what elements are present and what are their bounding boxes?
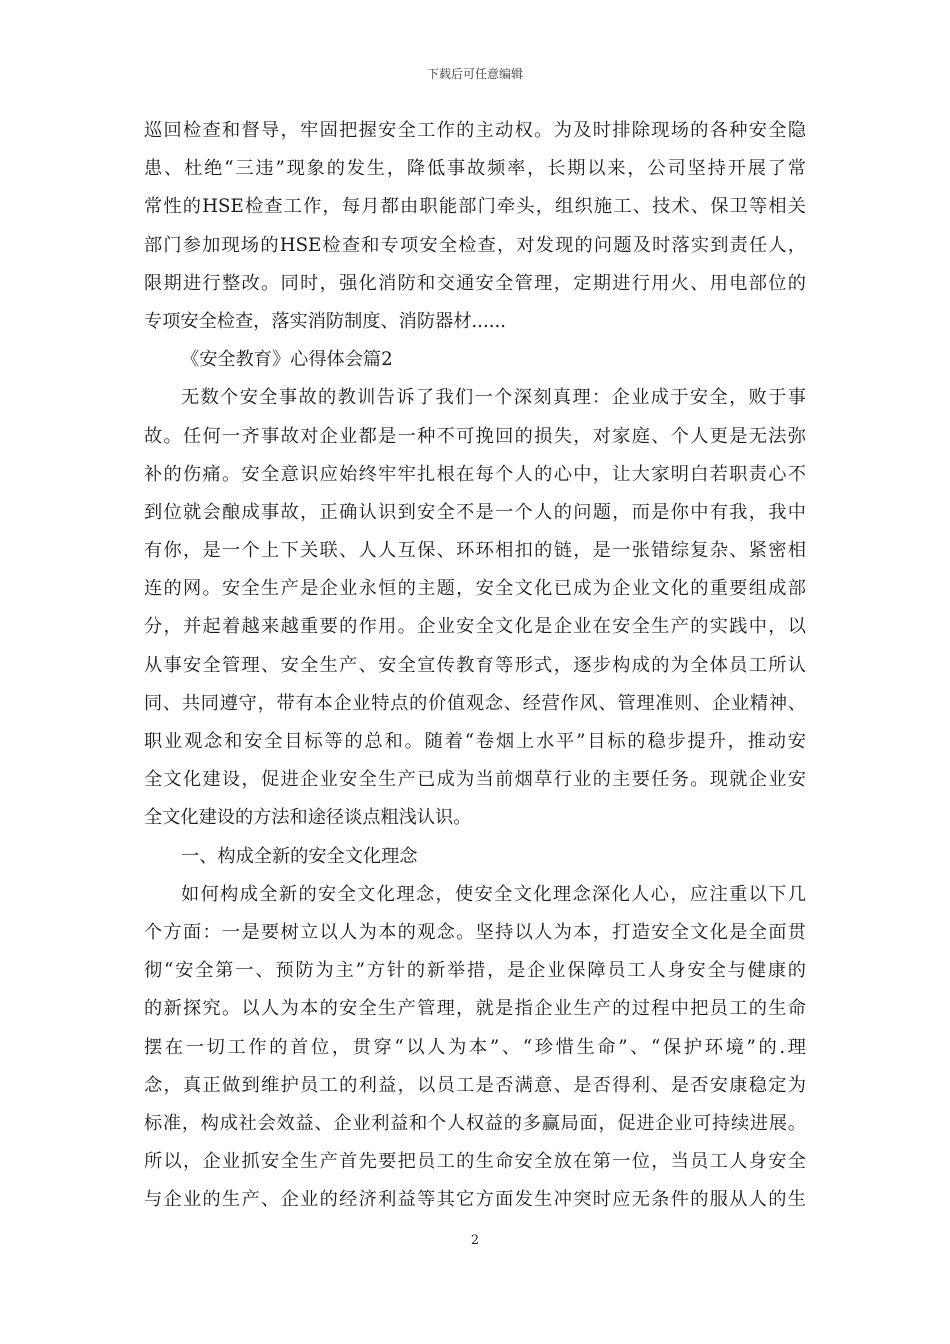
section-heading [144,341,806,379]
text-line: 与企业的生产、企业的经济利益等其它方面发生冲突时应无条件的服从人的生 [144,1189,806,1211]
header-text: 下载后可任意编辑 [426,67,523,81]
text-line: 同、共同遵守，带有本企业特点的价值观念、经营作风、管理准则、企业精神、 [144,692,806,714]
text-line: 有你，是一个上下关联、人人互保、环环相扣的链，是一张错综复杂、紧密相 [144,540,806,562]
paragraph [144,379,806,837]
text-line: 巡回检查和督导，牢固把握安全工作的主动权。为及时排除现场的各种安全隐 [144,120,806,141]
page-number-text: 2 [470,1233,480,1248]
page-number [0,1233,950,1249]
text-line: 的新探究。以人为本的安全生产管理，就是指企业生产的过程中把员工的生命 [144,998,806,1020]
document-body [144,112,806,1219]
text-line: 所以，企业抓安全生产首先要把员工的生命安全放在第一位，当员工人身安全 [144,1151,806,1173]
text-line: 标准，构成社会效益、企业利益和个人权益的多赢局面，促进企业可持续进展。 [144,1112,806,1134]
text-line: 职业观念和安全目标等的总和。随着“卷烟上水平”目标的稳步提升，推动安 [144,731,806,752]
text-line: 限期进行整改。同时，强化消防和交通安全管理，定期进行用火、用电部位的 [144,272,806,294]
paragraph-continuation [144,112,806,341]
text-line: 从事安全管理、安全生产、安全宣传教育等形式，逐步构成的为全体员工所认 [144,654,806,676]
text-line: 补的伤痛。安全意识应始终牢牢扎根在每个人的心中，让大家明白若职责心不 [144,463,806,485]
section-heading [144,838,806,876]
text-line: 全文化建设，促进企业安全生产已成为当前烟草行业的主要任务。现就企业安 [144,769,806,791]
text-line: 到位就会酿成事故，正确认识到安全不是一个人的问题，而是你中有我，我中 [144,501,806,523]
text-line: 分，并起着越来越重要的作用。企业安全文化是企业在安全生产的实践中，以 [144,616,806,638]
text-line: 全文化建设的方法和途径谈点粗浅认识。 [144,807,472,829]
text-line: 部门参加现场的HSE检查和专项安全检查，对发现的问题及时落实到责任人， [144,234,806,256]
text-line: 彻“安全第一、预防为主”方针的新举措，是企业保障员工人身安全与健康的 [144,960,806,982]
text-line: 无数个安全事故的教训告诉了我们一个深刻真理：企业成于安全，败于事 [181,387,806,409]
text-line: 摆在一切工作的首位，贯穿“以人为本”、“珍惜生命”、“保护环境”的.理 [144,1036,806,1058]
text-line: 故。任何一齐事故对企业都是一种不可挽回的损失，对家庭、个人更是无法弥 [144,425,806,447]
text-line: 连的网。安全生产是企业永恒的主题，安全文化已成为企业文化的重要组成部 [144,578,806,600]
text-line: 常性的HSE检查工作，每月都由职能部门牵头，组织施工、技术、保卫等相关 [144,196,806,218]
text-line: 如何构成全新的安全文化理念，使安全文化理念深化人心，应注重以下几 [181,883,806,905]
paragraph [144,876,806,1220]
text-line: 患、杜绝“三违”现象的发生，降低事故频率，长期以来，公司坚持开展了常 [144,158,806,180]
text-line: 念，真正做到维护员工的利益，以员工是否满意、是否得利、是否安康稳定为 [144,1074,806,1096]
page-header [0,66,950,82]
text-line: 个方面：一是要树立以人为本的观念。坚持以人为本，打造安全文化是全面贯 [144,921,806,943]
text-line: 专项安全检查，落实消防制度、消防器材...... [144,310,507,332]
heading-text: 《安全教育》心得体会篇2 [181,349,393,371]
heading-text: 一、构成全新的安全文化理念 [181,845,418,867]
